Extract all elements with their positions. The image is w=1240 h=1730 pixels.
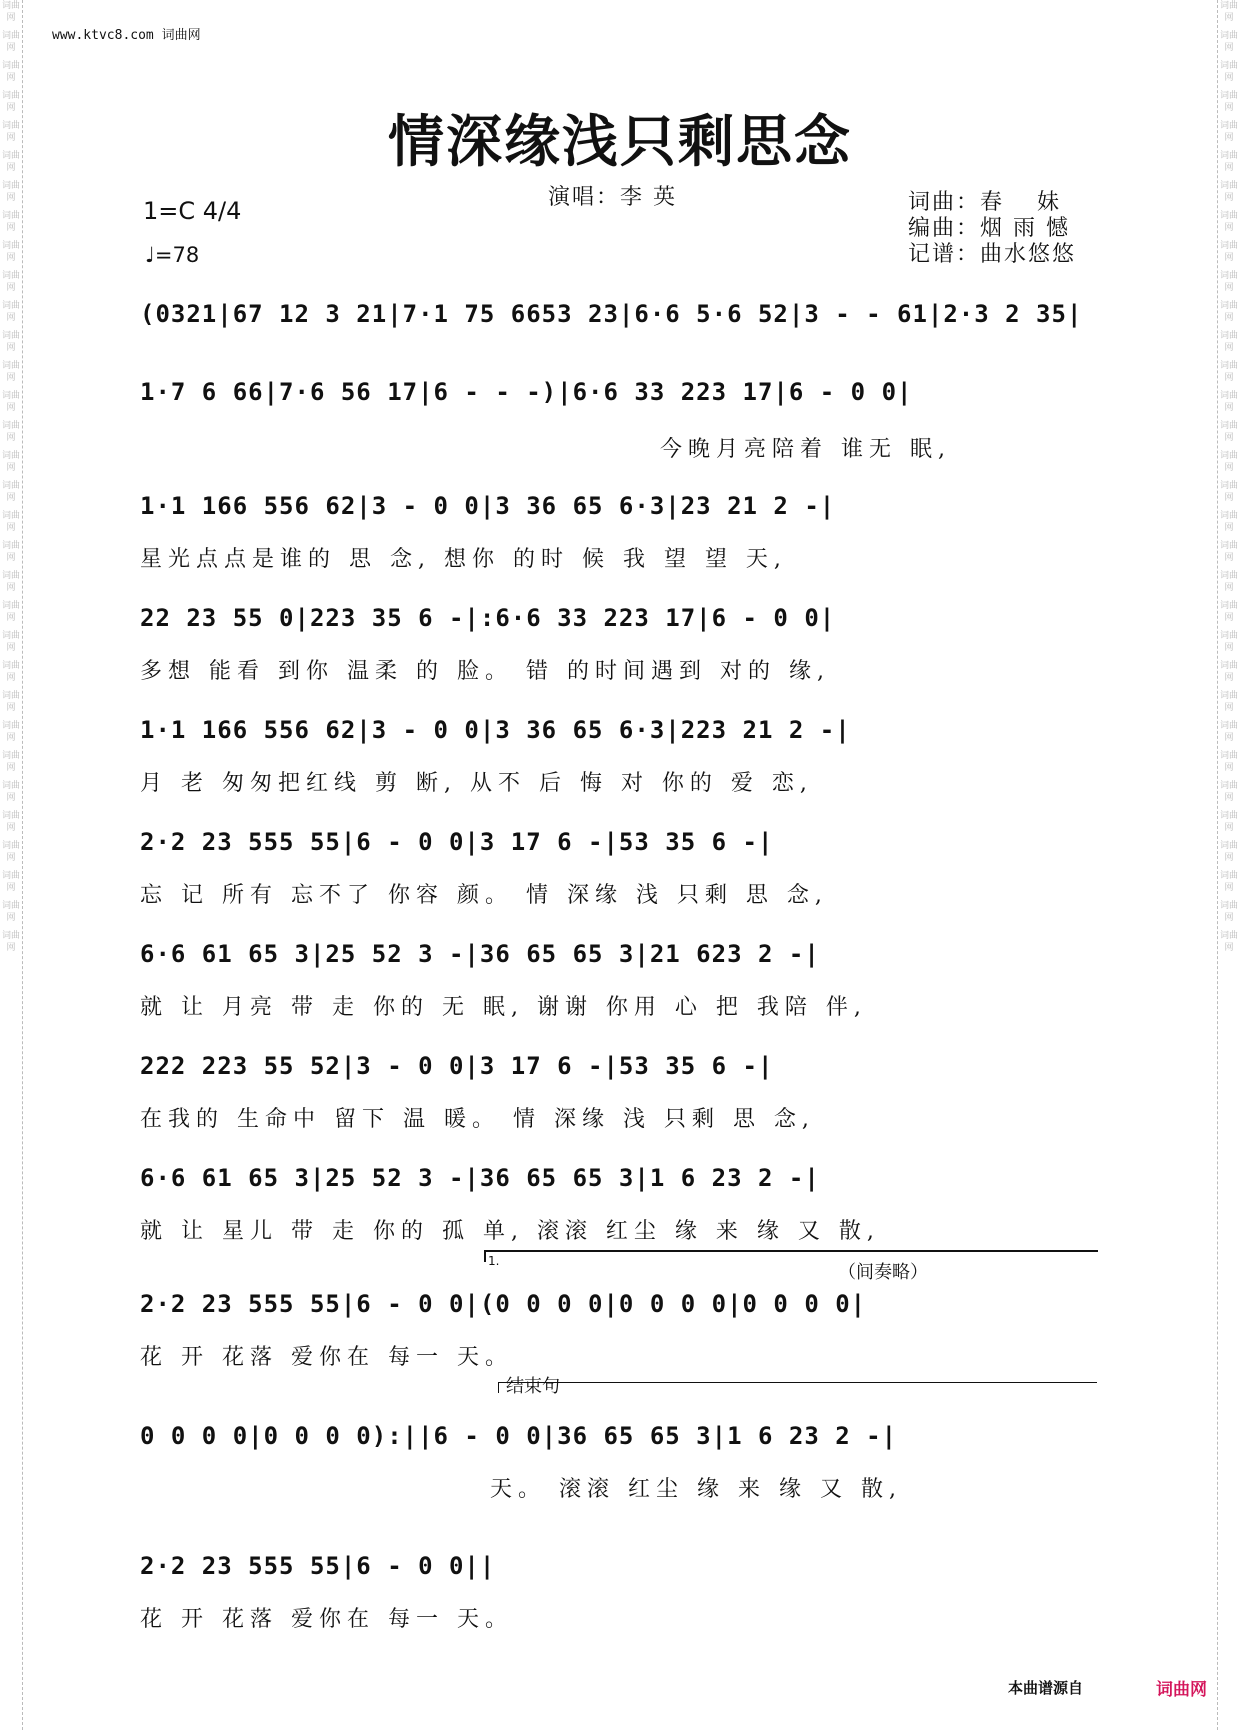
score-row-3: 1·1 166 556 62|3 - 0 0|3 36 65 6·3|23 21 2 -| [140,492,836,520]
margin-watermark-text: 词曲网 [1,571,20,593]
margin-watermark-text: 词曲网 [1,91,20,113]
margin-watermark-text: 词曲网 [1,601,20,623]
score-row-4: 22 23 55 0|223 35 6 -|:6·6 33 223 17|6 - 0 0| [140,604,836,632]
margin-watermark-text: 词曲网 [1,241,20,263]
margin-watermark-text: 词曲网 [1,61,20,83]
margin-watermark-text: 词曲网 [1,331,20,353]
first-ending-bracket [484,1250,1098,1262]
lyric-row-5: 忘 记 所有 忘不了 你容 颜。 情 深缘 浅 只剩 思 念, [140,883,828,908]
margin-watermark-text: 词曲网 [1219,451,1238,473]
margin-watermark-text: 词曲网 [1219,361,1238,383]
margin-watermark-text: 词曲网 [1,181,20,203]
margin-watermark-text: 词曲网 [1219,391,1238,413]
margin-watermark-text: 词曲网 [1219,421,1238,443]
margin-watermark-text: 词曲网 [1,721,20,743]
margin-watermark-text: 词曲网 [1219,691,1238,713]
margin-watermark-text: 词曲网 [1,811,20,833]
margin-watermark-text: 词曲网 [1219,31,1238,53]
lyric-row-4: 月 老 匆匆把红线 剪 断, 从不 后 悔 对 你的 爱 恋, [140,771,813,796]
first-ending-label: 1. [488,1254,500,1268]
margin-watermark-text: 词曲网 [1219,211,1238,233]
site-header[interactable]: www.ktvc8.com 词曲网 [52,28,201,43]
score-row-9: 6·6 61 65 3|25 52 3 -|36 65 65 3|1 6 23 2 -| [140,1164,820,1192]
margin-watermark-text: 词曲网 [1219,271,1238,293]
lyric-row-3: 多想 能看 到你 温柔 的 脸。 错 的时间遇到 对的 缘, [140,659,830,684]
score-row-11: 0 0 0 0|0 0 0 0):||6 - 0 0|36 65 65 3|1 6 23 2 -| [140,1422,898,1450]
margin-watermark-text: 词曲网 [1,931,20,953]
lyric-row-2: 星光点点是谁的 思 念, 想你 的时 候 我 望 望 天, [140,547,787,572]
margin-watermark-text: 词曲网 [1,151,20,173]
score-row-2: 1·7 6 66|7·6 56 17|6 - - -)|6·6 33 223 17|6 - 0 0| [140,378,913,406]
margin-watermark-text: 词曲网 [1219,601,1238,623]
margin-watermark-text: 词曲网 [1,421,20,443]
margin-watermark-text: 词曲网 [1,901,20,923]
score-row-1: (0321|67 12 3 21|7·1 75 6653 23|6·6 5·6 52|3 - - 61|2·3 2 35| [140,300,1083,328]
margin-watermark-text: 词曲网 [1,31,20,53]
lyric-row-9: 花 开 花落 爱你在 每一 天。 [140,1345,513,1370]
lyricist-composer-credit: 词曲：春 妹 [908,190,1061,215]
transcriber-credit: 记谱：曲水悠悠 [908,242,1077,267]
left-margin-watermark [0,0,23,1730]
margin-watermark-text: 词曲网 [1,1,20,23]
margin-watermark-text: 词曲网 [1,451,20,473]
margin-watermark-text: 词曲网 [1219,931,1238,953]
score-row-8: 222 223 55 52|3 - 0 0|3 17 6 -|53 35 6 -| [140,1052,774,1080]
lyric-row-10: 天。 滚滚 红尘 缘 来 缘 又 散, [490,1477,902,1502]
margin-watermark-text: 词曲网 [1219,151,1238,173]
coda-label: 结束句 [506,1376,560,1397]
margin-watermark-text: 词曲网 [1219,91,1238,113]
margin-watermark-text: 词曲网 [1219,121,1238,143]
score-row-7: 6·6 61 65 3|25 52 3 -|36 65 65 3|21 623 2 -| [140,940,820,968]
footer-brand-link[interactable]: 词曲网 [1156,1680,1207,1700]
margin-watermark-text: 词曲网 [1,391,20,413]
margin-watermark-text: 词曲网 [1,211,20,233]
margin-watermark-text: 词曲网 [1,751,20,773]
right-margin-watermark [1217,0,1240,1730]
margin-watermark-text: 词曲网 [1219,541,1238,563]
lyric-row-7: 在我的 生命中 留下 温 暖。 情 深缘 浅 只剩 思 念, [140,1107,815,1132]
score-row-12: 2·2 23 555 55|6 - 0 0|| [140,1552,496,1580]
margin-watermark-text: 词曲网 [1219,61,1238,83]
lyric-row-8: 就 让 星儿 带 走 你的 孤 单, 滚滚 红尘 缘 来 缘 又 散, [140,1219,880,1244]
margin-watermark-text: 词曲网 [1219,181,1238,203]
singer-credit: 演唱：李 英 [548,185,677,210]
margin-watermark-text: 词曲网 [1219,331,1238,353]
margin-watermark-text: 词曲网 [1,121,20,143]
lyric-row-1: 今晚月亮陪着 谁无 眠, [660,437,951,462]
margin-watermark-text: 词曲网 [1219,811,1238,833]
margin-watermark-text: 词曲网 [1219,631,1238,653]
margin-watermark-text: 词曲网 [1,871,20,893]
margin-watermark-text: 词曲网 [1219,571,1238,593]
score-row-5: 1·1 166 556 62|3 - 0 0|3 36 65 6·3|223 21 2 -| [140,716,851,744]
score-row-10: 2·2 23 555 55|6 - 0 0|(0 0 0 0|0 0 0 0|0 0 0 0| [140,1290,867,1318]
credits-block [908,190,1076,268]
margin-watermark-text: 词曲网 [1,661,20,683]
coda-bracket [498,1382,1097,1393]
margin-watermark-text: 词曲网 [1219,871,1238,893]
margin-watermark-text: 词曲网 [1219,241,1238,263]
lyric-row-6: 就 让 月亮 带 走 你的 无 眠, 谢谢 你用 心 把 我陪 伴, [140,995,867,1020]
margin-watermark-text: 词曲网 [1,631,20,653]
margin-watermark-text: 词曲网 [1219,841,1238,863]
margin-watermark-text: 词曲网 [1,841,20,863]
margin-watermark-text: 词曲网 [1,781,20,803]
footer-source: 本曲谱源自 [1008,1679,1084,1697]
key-signature: 1=C 4/4 [143,197,242,225]
margin-watermark-text: 词曲网 [1,271,20,293]
margin-watermark-text: 词曲网 [1219,751,1238,773]
margin-watermark-text: 词曲网 [1219,301,1238,323]
margin-watermark-text: 词曲网 [1,691,20,713]
score-row-6: 2·2 23 555 55|6 - 0 0|3 17 6 -|53 35 6 -| [140,828,774,856]
margin-watermark-text: 词曲网 [1,511,20,533]
margin-watermark-text: 词曲网 [1,361,20,383]
margin-watermark-text: 词曲网 [1,301,20,323]
page-title: 情深缘浅只剩思念 [388,109,852,175]
margin-watermark-text: 词曲网 [1219,721,1238,743]
interlude-note: （间奏略） [838,1262,928,1283]
margin-watermark-text: 词曲网 [1219,511,1238,533]
margin-watermark-text: 词曲网 [1219,901,1238,923]
margin-watermark-text: 词曲网 [1219,1,1238,23]
arranger-credit: 编曲：烟 雨 憾 [908,216,1070,241]
margin-watermark-text: 词曲网 [1,481,20,503]
margin-watermark-text: 词曲网 [1219,781,1238,803]
tempo-marking: ♩=78 [145,243,200,267]
margin-watermark-text: 词曲网 [1219,481,1238,503]
margin-watermark-text: 词曲网 [1219,661,1238,683]
lyric-row-11: 花 开 花落 爱你在 每一 天。 [140,1607,513,1632]
margin-watermark-text: 词曲网 [1,541,20,563]
